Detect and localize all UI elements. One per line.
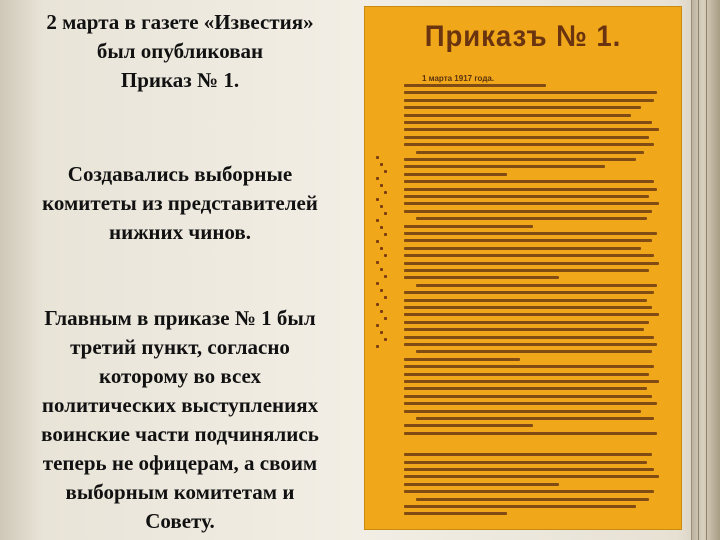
annotation-mark xyxy=(376,345,379,348)
document-text-line xyxy=(404,232,657,235)
document-text-line xyxy=(404,114,631,117)
document-text-line xyxy=(404,468,654,471)
document-text-line xyxy=(404,424,533,427)
document-text-line xyxy=(404,202,659,205)
document-text-line xyxy=(404,291,654,294)
document-text-line xyxy=(404,254,654,257)
document-text-line xyxy=(404,173,507,176)
document-text-line xyxy=(404,380,659,383)
annotation-mark xyxy=(376,261,379,264)
annotation-mark xyxy=(376,219,379,222)
document-text-line xyxy=(404,210,652,213)
document-text-line xyxy=(404,106,641,109)
document-text-line xyxy=(404,461,647,464)
document-text-line xyxy=(404,505,636,508)
document-text-line xyxy=(416,151,644,154)
document-text-line xyxy=(404,321,649,324)
document-text-line xyxy=(404,299,647,302)
document-text-line xyxy=(404,365,654,368)
document-text-line xyxy=(404,306,652,309)
document-text-line xyxy=(404,188,657,191)
annotation-mark xyxy=(384,338,387,341)
document-text-line xyxy=(416,350,652,353)
document-text-line xyxy=(404,343,657,346)
annotation-mark xyxy=(376,303,379,306)
document-text-line xyxy=(404,128,659,131)
book-spine xyxy=(691,0,720,540)
document-text-line xyxy=(404,336,654,339)
annotation-mark xyxy=(384,254,387,257)
annotation-mark xyxy=(376,282,379,285)
annotation-mark xyxy=(384,317,387,320)
document-text-line xyxy=(404,432,657,435)
document-text-line xyxy=(404,328,644,331)
document-text-line xyxy=(404,225,533,228)
annotation-mark xyxy=(384,296,387,299)
document-text-line xyxy=(404,276,559,279)
document-text-line xyxy=(404,358,520,361)
document-text-line xyxy=(404,512,507,515)
document-text-line xyxy=(404,483,559,486)
document-text-line xyxy=(404,402,657,405)
annotation-mark xyxy=(380,226,383,229)
annotation-mark xyxy=(380,331,383,334)
annotation-mark xyxy=(380,289,383,292)
annotation-mark xyxy=(376,156,379,159)
document-text-line xyxy=(404,136,649,139)
annotation-mark xyxy=(376,177,379,180)
document-text-line xyxy=(404,121,652,124)
document-text-line xyxy=(416,217,647,220)
document-date: 1 марта 1917 года. xyxy=(422,74,495,83)
paragraph-publication: 2 марта в газете «Известия» был опубликован Приказ № 1. xyxy=(46,10,314,92)
document-text-line xyxy=(404,239,652,242)
document-title: Приказъ № 1. xyxy=(424,20,622,53)
annotation-mark xyxy=(376,240,379,243)
annotation-mark xyxy=(384,275,387,278)
document-text-line xyxy=(416,498,649,501)
document-text-line xyxy=(404,475,659,478)
annotation-mark xyxy=(384,212,387,215)
document-text-line xyxy=(404,195,649,198)
document-text-line xyxy=(404,269,649,272)
document-text-line xyxy=(404,247,641,250)
document-text-line xyxy=(404,313,659,316)
annotation-mark xyxy=(380,163,383,166)
document-text-line xyxy=(404,91,657,94)
document-text-line xyxy=(404,180,654,183)
annotation-mark xyxy=(380,310,383,313)
margin-annotation xyxy=(372,156,402,356)
document-text-line xyxy=(404,373,649,376)
order-document-image xyxy=(364,6,682,530)
document-text-line xyxy=(416,284,657,287)
paragraph-third-point: Главным в приказе № 1 был третий пункт, согласно которому во всех политических выступлениях воинские части подчинялись теперь не офицерам, а своим выборным комитетам и Совету. xyxy=(41,306,319,533)
paragraph-committees: Создавались выборные комитеты из представителей нижних чинов. xyxy=(42,162,318,244)
document-text-line xyxy=(404,262,659,265)
document-text-line xyxy=(404,387,647,390)
document-text-line xyxy=(404,395,652,398)
document-text-line xyxy=(404,490,654,493)
document-text-line xyxy=(404,99,654,102)
document-text-line xyxy=(404,158,636,161)
document-text-line xyxy=(404,84,546,87)
annotation-mark xyxy=(384,191,387,194)
document-text-line xyxy=(404,410,641,413)
annotation-mark xyxy=(384,170,387,173)
document-text-line xyxy=(404,143,654,146)
annotation-mark xyxy=(376,198,379,201)
annotation-mark xyxy=(384,233,387,236)
document-text-line xyxy=(416,417,654,420)
document-body-text xyxy=(404,84,664,520)
document-text-line xyxy=(404,165,605,168)
annotation-mark xyxy=(380,268,383,271)
annotation-mark xyxy=(380,205,383,208)
annotation-mark xyxy=(380,184,383,187)
annotation-mark xyxy=(380,247,383,250)
document-text-line xyxy=(404,453,652,456)
annotation-mark xyxy=(376,324,379,327)
